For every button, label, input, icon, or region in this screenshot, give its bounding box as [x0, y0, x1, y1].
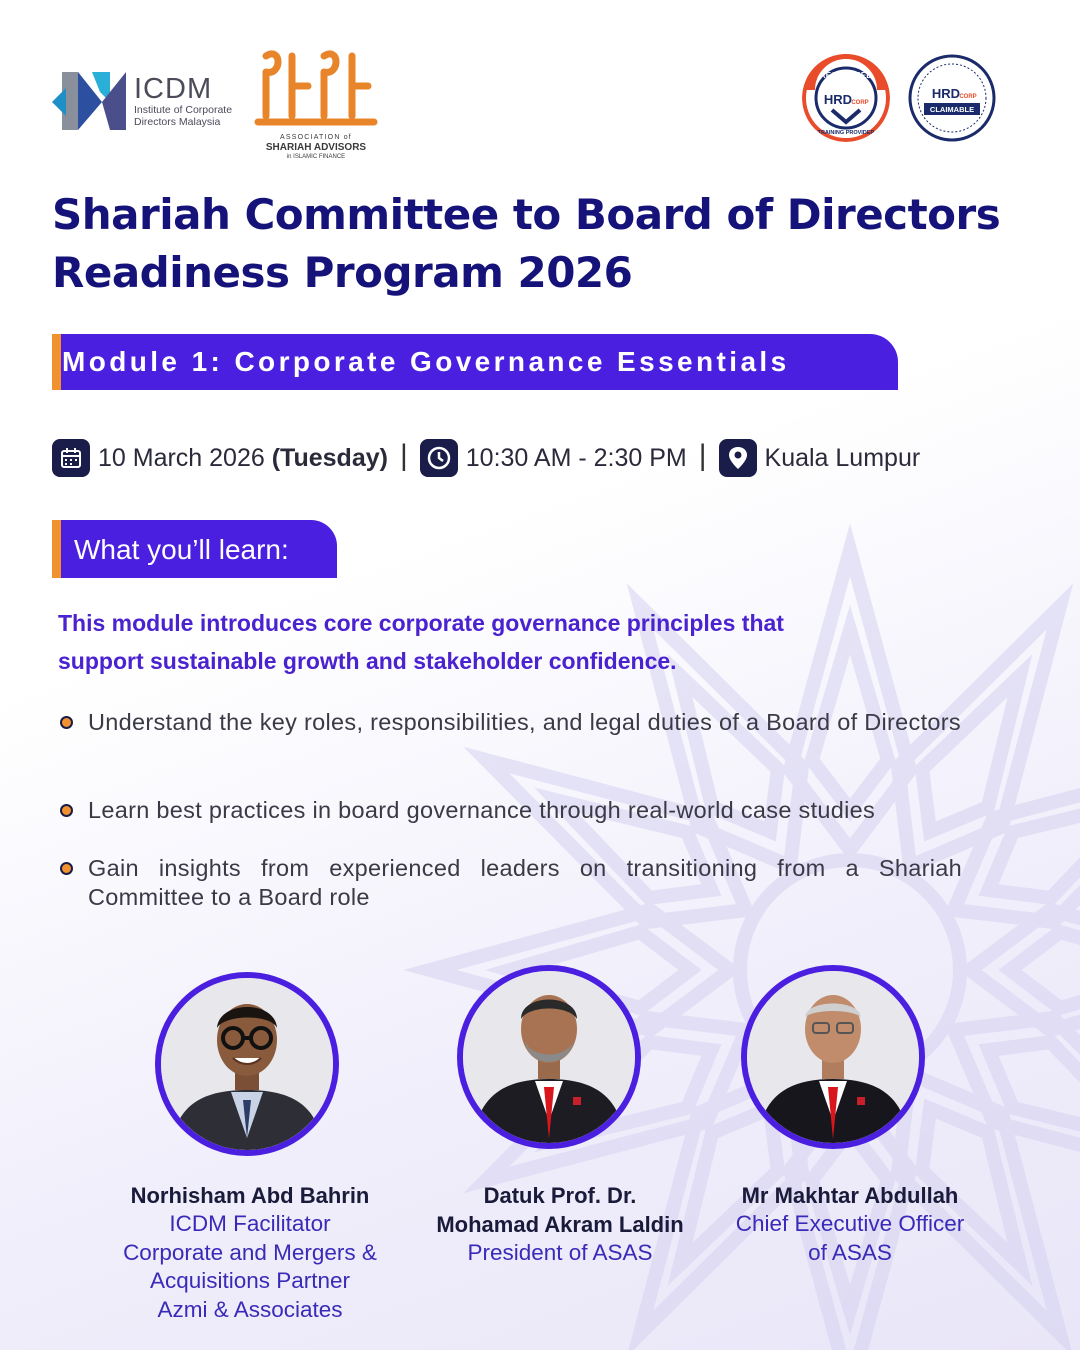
speaker-photo-1: [155, 972, 339, 1156]
bullet-dot-icon: [60, 804, 73, 817]
learning-point-text: Learn best practices in board governance through real-world case studies: [88, 797, 876, 823]
badge-corp-text: CORP: [851, 100, 869, 106]
speaker-card-3: [705, 1181, 995, 1267]
event-time: 10:30 AM - 2:30 PM: [465, 443, 687, 472]
asas-association-text: ASSOCIATION of: [280, 134, 352, 141]
speaker-role-line: Acquisitions Partner: [149, 1268, 351, 1293]
badge2-corp-text: CORP: [959, 94, 977, 100]
badge-training-text: TRAINING PROVIDER: [817, 130, 875, 136]
icdm-full-name-2: Directors Malaysia: [134, 116, 221, 128]
speaker-role-line: Azmi & Associates: [157, 1296, 343, 1322]
learning-point: [58, 708, 962, 766]
separator: |: [698, 439, 707, 472]
speaker-card-2: [405, 1181, 715, 1268]
module-intro: [58, 604, 918, 680]
badge-hrd-text: HRD: [823, 92, 853, 107]
event-day: (Tuesday): [271, 443, 388, 472]
person-silhouette-icon: [747, 971, 919, 1143]
speaker-photo-2: [457, 965, 641, 1149]
learning-point: [58, 854, 962, 912]
hrd-corp-registered-badge: [802, 54, 890, 142]
location-pin-icon: [719, 439, 757, 477]
separator: |: [399, 439, 408, 472]
speaker-role-line: of ASAS: [808, 1239, 892, 1265]
clock-icon: [420, 439, 458, 477]
bullet-dot-icon: [60, 862, 73, 875]
speaker-name: Norhisham Abd Bahrin: [130, 1183, 370, 1208]
asas-calligraphy-mark: [252, 46, 380, 134]
event-location: Kuala Lumpur: [764, 443, 921, 472]
badge2-hrd-text: HRD: [931, 86, 961, 101]
learning-points: [58, 708, 962, 912]
event-date: 10 March 2026: [98, 443, 265, 472]
person-silhouette-icon: [161, 978, 333, 1150]
asas-name-text: SHARIAH ADVISORS: [265, 142, 367, 153]
speaker-photo-3: [741, 965, 925, 1149]
learning-point-text: Understand the key roles, responsibilities, and legal duties of a Board of Directors: [88, 709, 961, 735]
speaker-card-1: [100, 1181, 400, 1324]
page-title: [52, 186, 1052, 302]
calendar-icon: [52, 439, 90, 477]
speaker-name: Mr Makhtar Abdullah: [741, 1183, 959, 1208]
icdm-full-name-1: Institute of Corporate: [134, 104, 233, 116]
asas-logo: [252, 46, 380, 158]
speaker-role: President of ASAS: [467, 1240, 653, 1265]
speaker-role-line: Corporate and Mergers &: [123, 1239, 377, 1265]
badge-registered-text: REGISTERED: [819, 71, 873, 80]
icdm-logo-mark: [52, 68, 128, 134]
speaker-name-line: Datuk Prof. Dr.: [483, 1183, 637, 1208]
speaker-role-line: Chief Executive Officer: [735, 1211, 965, 1236]
title-line-1: Shariah Committee to Board of Directors: [52, 190, 1001, 239]
learn-heading: What you’ll learn:: [74, 534, 289, 565]
badge-claimable-text: CLAIMABLE: [929, 105, 975, 114]
person-silhouette-icon: [463, 971, 635, 1143]
hrd-corp-claimable-badge: [908, 54, 996, 142]
icdm-logo: [52, 66, 242, 136]
learning-point-text: Gain insights from experienced leaders on transitioning from a Shariah Committee to a Board role: [88, 855, 962, 910]
module-label: Module 1: Corporate Governance Essentials: [62, 346, 790, 377]
intro-line-1: This module introduces core corporate governance principles that: [58, 610, 784, 636]
asas-islamic-finance-text: in ISLAMIC FINANCE: [286, 154, 346, 160]
learning-point: [58, 796, 962, 826]
title-line-2: Readiness Program 2026: [52, 248, 633, 297]
intro-line-2: support sustainable growth and stakeholder confidence.: [58, 648, 677, 674]
icdm-name: ICDM: [134, 73, 213, 105]
speaker-name-line: Mohamad Akram Laldin: [436, 1212, 684, 1237]
event-info-row: [52, 438, 920, 478]
bullet-dot-icon: [60, 716, 73, 729]
speaker-role-line: ICDM Facilitator: [169, 1211, 331, 1236]
